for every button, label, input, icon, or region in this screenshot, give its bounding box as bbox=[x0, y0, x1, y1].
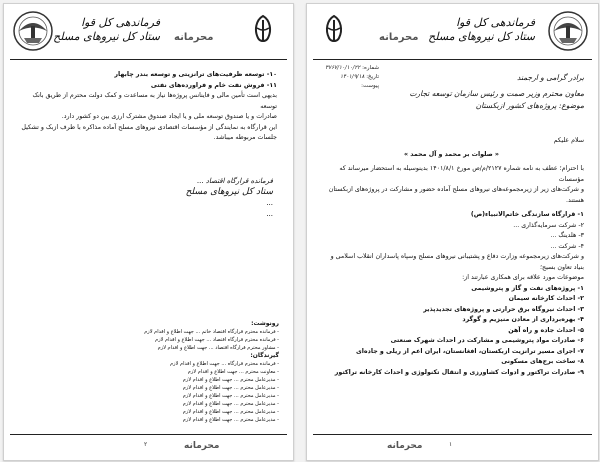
salawat-line: « صلوات بر محمد و آل محمد » bbox=[404, 150, 499, 158]
letterhead bbox=[307, 4, 598, 58]
cc-line: - مدیرعامل محترم ... جهت اطلاع و اقدام لازم bbox=[182, 377, 279, 383]
department-name bbox=[53, 16, 160, 44]
signature-line: ستاد کل نیروهای مسلح bbox=[185, 187, 273, 197]
topic-item: ۷- اجرای مسیر ترانزیت ازبکستان، افغانستان، ایران اعم از ریلی و جاده‌ای bbox=[355, 347, 584, 355]
topic-item: ۱- پروژه‌های نفت و گاز و پتروشیمی bbox=[471, 284, 584, 292]
department-line-2: ستاد کل نیروهای مسلح bbox=[428, 30, 535, 43]
topic-item: ۸- ساخت برج‌های مسکونی bbox=[501, 358, 584, 365]
topic-item: ۶- صادرات مواد پتروشیمی و مشارکت در احداث شهرک صنعتی bbox=[390, 337, 584, 344]
national-crest-icon bbox=[244, 12, 282, 52]
classification-label: محرمانه bbox=[174, 32, 214, 43]
meta-number-value: ۳۷۶۷/۱۰/۱۰/۲۲ bbox=[325, 65, 361, 71]
meta-attach-label: پیوست: bbox=[361, 83, 379, 89]
letter-body bbox=[18, 70, 277, 144]
cc-line: - معاونت محترم ... جهت اطلاع و اقدام لازم bbox=[187, 369, 279, 375]
body-line: ۱۱- فروش نفت خام و فراورده‌های نفتی bbox=[150, 81, 277, 89]
armed-forces-emblem-icon bbox=[547, 10, 589, 52]
topic-item: ۲- احداث کارخانه سیمان bbox=[508, 295, 584, 302]
body-line: صادرات و یا صندوق توسعه ملی و یا ایجاد صندوق مشترک ارزی بین دو کشور دارد. bbox=[61, 113, 277, 120]
cc-line: - مدیرعامل محترم ... جهت اطلاع و اقدام لازم bbox=[182, 401, 279, 407]
recipient: معاون محترم وزیر صمت و رئیس سازمان توسعه تجارت bbox=[409, 89, 584, 98]
body-line: با احترام؛ عطف به نامه شماره ۲۱۲۷/م/ص مورخ ۱۴۰۱/۸/۱ بدینوسیله به استحضار میرساند که مؤسسات bbox=[339, 165, 584, 183]
topic-item: ۹- صادرات تراکتور و ادوات کشاورزی و انتقال تکنولوژی و احداث کارخانه تراکتور bbox=[334, 368, 584, 376]
signature-line: فرمانده قرارگاه اقتصاد ... bbox=[196, 177, 273, 185]
body-line: ۱۰- توسعه ظرفیت‌های ترانزیتی و توسعه بندر چابهار bbox=[114, 71, 277, 78]
topics-title: موضوعات مورد علاقه برای همکاری عبارتند از: bbox=[462, 274, 584, 281]
cc-line: - فرمانده محترم قرارگاه ... جهت اطلاع و اقدام لازم bbox=[170, 361, 279, 367]
footer-classification: محرمانه bbox=[184, 441, 220, 451]
cc-line: - فرمانده محترم قرارگاه اقتصاد خاتم ... جهت اطلاع و اقدام لازم bbox=[144, 329, 279, 335]
topic-item: ۴- بهره‌برداری از معادن منیزیم و گوگرد bbox=[462, 316, 584, 323]
armed-forces-emblem-icon bbox=[12, 10, 54, 52]
greeting: برادر گرامی و ارجمند bbox=[517, 73, 584, 82]
company-item: ۱- قرارگاه سازندگی خاتم‌الانبیاء(ص) bbox=[470, 211, 584, 218]
cc-line: - مدیرعامل محترم ... جهت اطلاع و اقدام لازم bbox=[182, 393, 279, 399]
footer-rule bbox=[313, 434, 592, 435]
meta-number-label: شماره: bbox=[362, 65, 379, 71]
letterhead bbox=[4, 4, 293, 58]
topic-item: ۳- احداث نیروگاه برق حرارتی و پروژه‌های تجدیدپذیر bbox=[423, 305, 584, 313]
page-number: ۱ bbox=[449, 441, 453, 448]
department-line-1: فرماندهی کل قوا bbox=[81, 16, 160, 29]
cc-line: - مدیرعامل محترم ... جهت اطلاع و اقدام لازم bbox=[182, 385, 279, 391]
body-line: هستند. bbox=[565, 196, 584, 204]
topic-item: ۵- احداث جاده و راه آهن bbox=[508, 326, 584, 334]
body-line: و شرکت‌های زیرمجموعه وزارت دفاع و پشتیبانی نیروهای مسلح وسپاه پاسداران انقلاب اسلامی و bbox=[330, 253, 584, 260]
company-item: ۲- شرکت سرمایه‌گذاری ... bbox=[513, 221, 584, 229]
body-line: بدیهی است تأمین مالی و فاینانس پروژه‌ها نیاز به مساعدت و کمک دولت محترم از طریق بانک توسعه bbox=[32, 92, 277, 110]
signature-line: ... bbox=[266, 210, 273, 218]
signature-line: ... bbox=[266, 199, 273, 207]
letter-body bbox=[319, 136, 584, 378]
cc-list bbox=[18, 320, 279, 424]
document-page-1 bbox=[306, 3, 599, 461]
subject-line: موضوع: پروژه‌های کشور ازبکستان bbox=[475, 101, 584, 110]
signature-block bbox=[18, 176, 273, 220]
header-rule bbox=[10, 59, 287, 60]
national-crest-icon bbox=[315, 12, 353, 52]
cc-title: رونوشت: bbox=[251, 320, 279, 327]
footer-classification: محرمانه bbox=[387, 441, 423, 451]
cc-line: - مشاور محترم قرارگاه اقتصاد ... جهت اطلاع و اقدام لازم bbox=[157, 345, 279, 351]
body-line: بنیاد تعاون بسیج؛ bbox=[540, 263, 584, 271]
meta-date-value: ۱۴۰۱/۹/۱۸ bbox=[340, 74, 365, 80]
body-line: جلسات مربوطه میباشد. bbox=[213, 134, 277, 141]
body-line: و شرکت‌های زیر از زیرمجموعه‌های نیروهای مسلح آماده حضور و مشارکت در پروژه‌های ازبکستان bbox=[328, 186, 584, 193]
department-line-2: ستاد کل نیروهای مسلح bbox=[53, 30, 160, 43]
document-page-2 bbox=[3, 3, 294, 461]
body-line: این قرارگاه به نمایندگی از مؤسسات اقتصادی نیروهای مسلح آماده مذاکره با طرف ازبک و تشکیل bbox=[21, 123, 277, 131]
company-item: ۴- شرکت ... bbox=[550, 242, 584, 250]
footer-rule bbox=[10, 434, 287, 435]
department-line-1: فرماندهی کل قوا bbox=[456, 16, 535, 29]
salutation: سلام علیکم bbox=[553, 137, 584, 144]
cc-line: - فرمانده محترم قرارگاه اقتصاد ... جهت اطلاع و اقدام لازم bbox=[155, 337, 279, 343]
addressee-block bbox=[321, 72, 584, 112]
meta-date-label: تاریخ: bbox=[366, 74, 379, 80]
classification-label: محرمانه bbox=[379, 32, 419, 43]
cc-line: - مدیرعامل محترم ... جهت اطلاع و اقدام لازم bbox=[182, 409, 279, 415]
company-item: ۳- هلدینگ ... bbox=[550, 232, 584, 239]
cc-line: - مدیرعامل محترم ... جهت اطلاع و اقدام لازم bbox=[182, 417, 279, 423]
department-name bbox=[428, 16, 535, 44]
cc-title: گیرندگان: bbox=[250, 352, 279, 359]
header-rule bbox=[313, 59, 592, 60]
page-number: ۲ bbox=[144, 441, 148, 448]
